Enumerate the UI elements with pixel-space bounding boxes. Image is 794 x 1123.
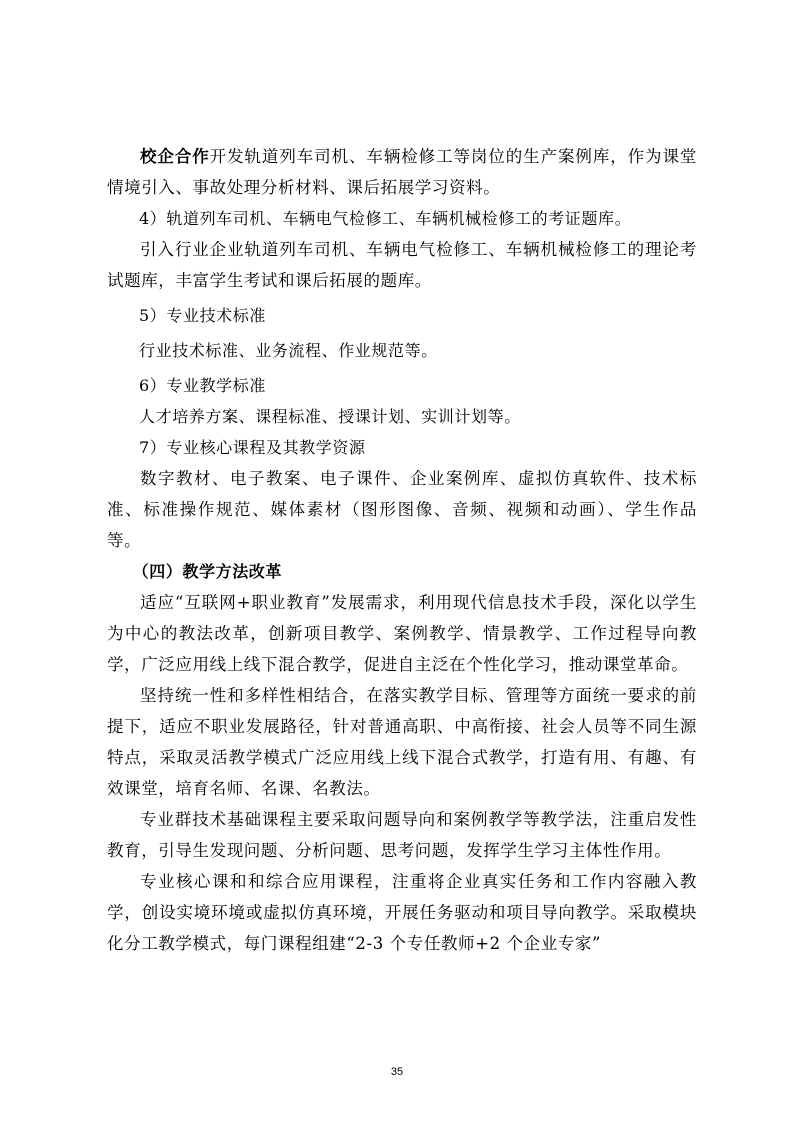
page-number: 35 [390,1066,404,1078]
paragraph-foundation-courses: 专业群技术基础课程主要采取问题导向和案例教学等教学法，注重启发性教育，引导生发现问题、分析问题、思考问题，发挥学生学习主体性作用。 [107,810,697,860]
paragraph-core-courses: 专业核心课和和综合应用课程，注重将企业真实任务和工作内容融入教学，创设实境环境或虚拟仿真环境，开展任务驱动和项目导向教学。采取模块化分工教学模式，每门课程组建“2-3 个专任教师+2 个企业专家” [107,872,697,953]
list-item-5: 5）专业技术标准 [139,306,266,325]
paragraph-text: 开发轨道列车司机、车辆检修工等岗位的生产案例库，作为课堂情境引入、事故处理分析材料、课后拓展学习资料。 [107,147,697,197]
paragraph-unity-diversity: 坚持统一性和多样性相结合，在落实教学目标、管理等方面统一要求的前提下，适应不职业发展路径，针对普通高职、中高衔接、社会人员等不同生源特点，采取灵活教学模式广泛应用线上线下混合式教学，打造有用、有趣、有效课堂，培育名师、名课、名教法。 [107,686,697,798]
paragraph-internet-education: 适应“互联网+职业教育”发展需求，利用现代信息技术手段，深化以学生为中心的教法改革，创新项目教学、案例教学、情景教学、工作过程导向教学，广泛应用线上线下混合教学，促进自主泛在个性化学习，推动课堂革命。 [107,593,697,674]
paragraph-teaching-standards: 人才培养方案、课程标准、授课计划、实训计划等。 [139,407,521,426]
document-body [107,141,697,959]
section-heading: （四）教学方法改革 [132,562,282,581]
paragraph-exam-bank: 引入行业企业轨道列车司机、车辆电气检修工、车辆机械检修工的理论考试题库，丰富学生考试和课后拓展的题库。 [107,240,697,290]
paragraph-case-library [107,141,697,203]
paragraph-technical-standards: 行业技术标准、业务流程、作业规范等。 [139,341,438,360]
list-item-7: 7）专业核心课程及其教学资源 [139,438,366,457]
paragraph-lead-bold: 校企合作 [140,147,210,166]
paragraph-core-resources: 数字教材、电子教案、电子课件、企业案例库、虚拟仿真软件、技术标准、标准操作规范、媒体素材（图形图像、音频、视频和动画）、学生作品等。 [107,469,697,550]
list-item-6: 6）专业教学标准 [139,376,266,395]
list-item-4: 4）轨道列车司机、车辆电气检修工、车辆机械检修工的考证题库。 [139,209,632,228]
